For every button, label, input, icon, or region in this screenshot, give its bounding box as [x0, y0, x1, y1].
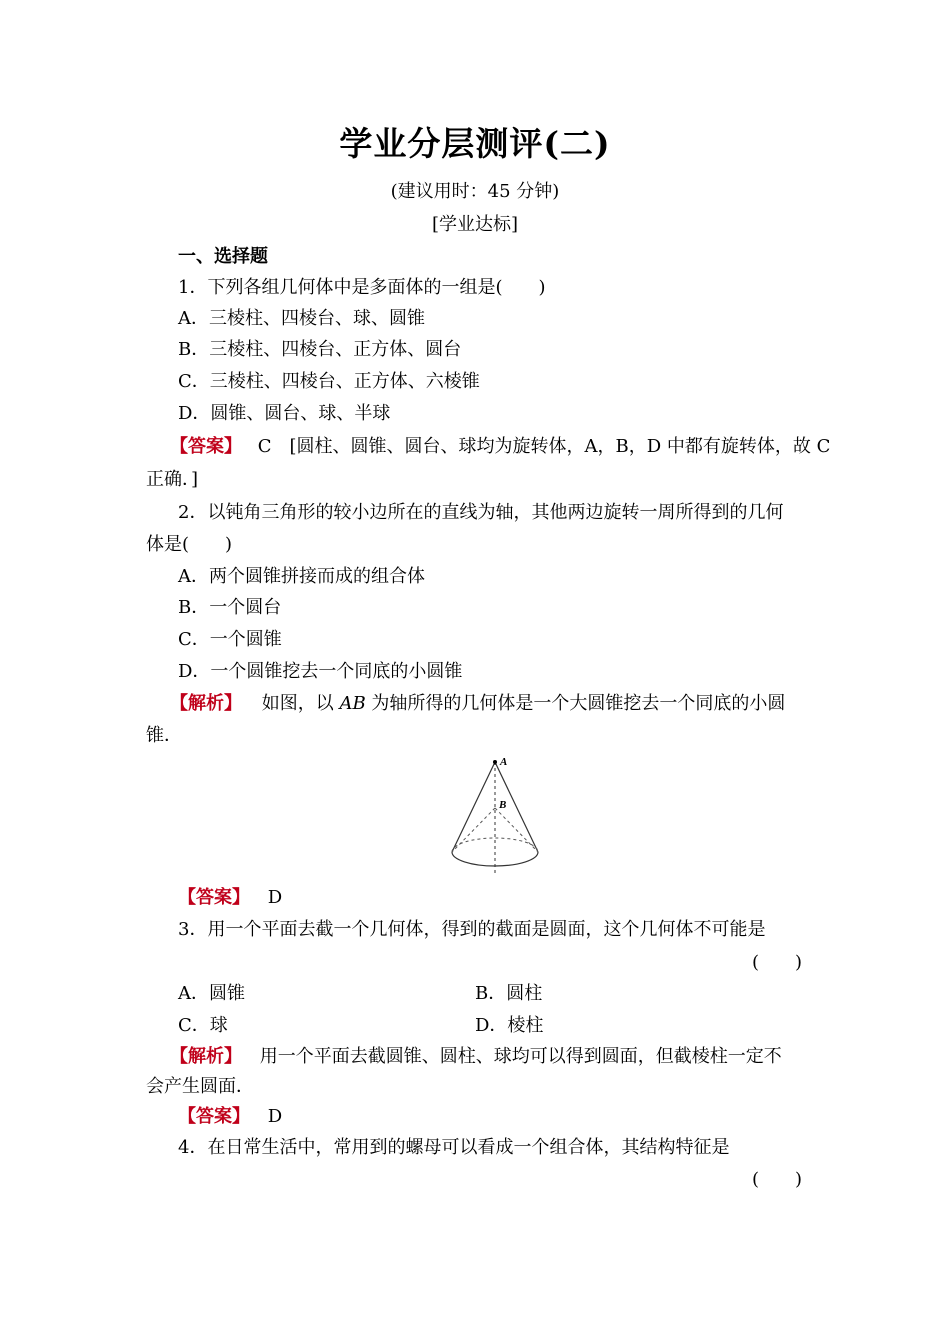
- section-tag: [学业达标]: [431, 214, 519, 235]
- q2-analysis-ab: AB: [339, 693, 366, 714]
- q2-answer: D: [267, 887, 283, 908]
- q3-option-a: A．圆锥: [178, 983, 245, 1004]
- q2-analysis-pre: 如图，以: [261, 693, 340, 714]
- q1-option-d: D．圆锥、圆台、球、半球: [178, 403, 391, 424]
- q1-option-b: B．三棱柱、四棱台、正方体、圆台: [178, 339, 462, 360]
- q2-analysis-tag: 【解析】: [170, 693, 242, 714]
- q3-analysis-tag: 【解析】: [170, 1046, 242, 1067]
- q3-answer-tag: 【答案】: [178, 1106, 250, 1127]
- cone-figure: [440, 752, 550, 882]
- time-note: (建议用时：45 分钟): [390, 181, 560, 202]
- q1-option-c: C．三棱柱、四棱台、正方体、六棱锥: [178, 371, 480, 392]
- q1-answer-tag: 【答案】: [170, 436, 242, 457]
- q2-analysis-line2: 锥．: [146, 725, 182, 746]
- figure-label-b: B: [499, 799, 507, 811]
- q2-analysis-block: [170, 693, 785, 715]
- q3-analysis-text: 用一个平面去截圆锥、圆柱、球均可以得到圆面，但截棱柱一定不: [259, 1046, 782, 1067]
- q1-answer-block: [170, 436, 830, 458]
- q2-option-b: B．一个圆台: [178, 597, 282, 618]
- q2-analysis-post: 为轴所得的几何体是一个大圆锥挖去一个同底的小圆: [365, 693, 786, 714]
- q3-analysis-line2: 会产生圆面．: [146, 1076, 254, 1097]
- q1-option-a: A．三棱柱、四棱台、球、圆锥: [178, 308, 425, 329]
- q2-stem-line2: 体是( ): [146, 534, 233, 555]
- q3-option-b: B．圆柱: [475, 983, 543, 1004]
- q4-stem: 4．在日常生活中，常用到的螺母可以看成一个组合体，其结构特征是: [178, 1137, 730, 1158]
- q3-paren: ( ): [752, 952, 803, 973]
- q2-option-a: A．两个圆锥拼接而成的组合体: [178, 566, 425, 587]
- q2-stem-line1: 2．以钝角三角形的较小边所在的直线为轴，其他两边旋转一周所得到的几何: [178, 502, 784, 523]
- inner-cone-right: [495, 808, 538, 852]
- figure-label-a: A: [500, 756, 508, 768]
- q4-paren: ( ): [752, 1169, 803, 1190]
- q3-stem: 3．用一个平面去截一个几何体，得到的截面是圆面，这个几何体不可能是: [178, 919, 766, 940]
- q3-analysis-block: [170, 1046, 782, 1068]
- q3-option-c: C．球: [178, 1015, 228, 1036]
- q2-option-c: C．一个圆锥: [178, 629, 282, 650]
- section-heading: 一、选择题: [178, 246, 268, 267]
- q2-answer-block: [178, 887, 282, 909]
- q1-answer-text: C [圆柱、圆锥、圆台、球均为旋转体，A，B，D 中都有旋转体，故 C: [257, 436, 831, 457]
- page-title: 学业分层测评(二): [339, 124, 611, 163]
- inner-cone-left: [452, 808, 495, 852]
- q3-answer-block: [178, 1106, 282, 1128]
- outer-cone-left: [452, 762, 495, 852]
- q3-answer: D: [267, 1106, 283, 1127]
- q3-option-d: D．棱柱: [475, 1015, 544, 1036]
- apex-point: [493, 760, 497, 764]
- q2-option-d: D．一个圆锥挖去一个同底的小圆锥: [178, 661, 463, 682]
- q1-answer-line2: 正确．]: [146, 469, 199, 490]
- q1-stem: 1．下列各组几何体中是多面体的一组是( ): [178, 277, 546, 298]
- q2-answer-tag: 【答案】: [178, 887, 250, 908]
